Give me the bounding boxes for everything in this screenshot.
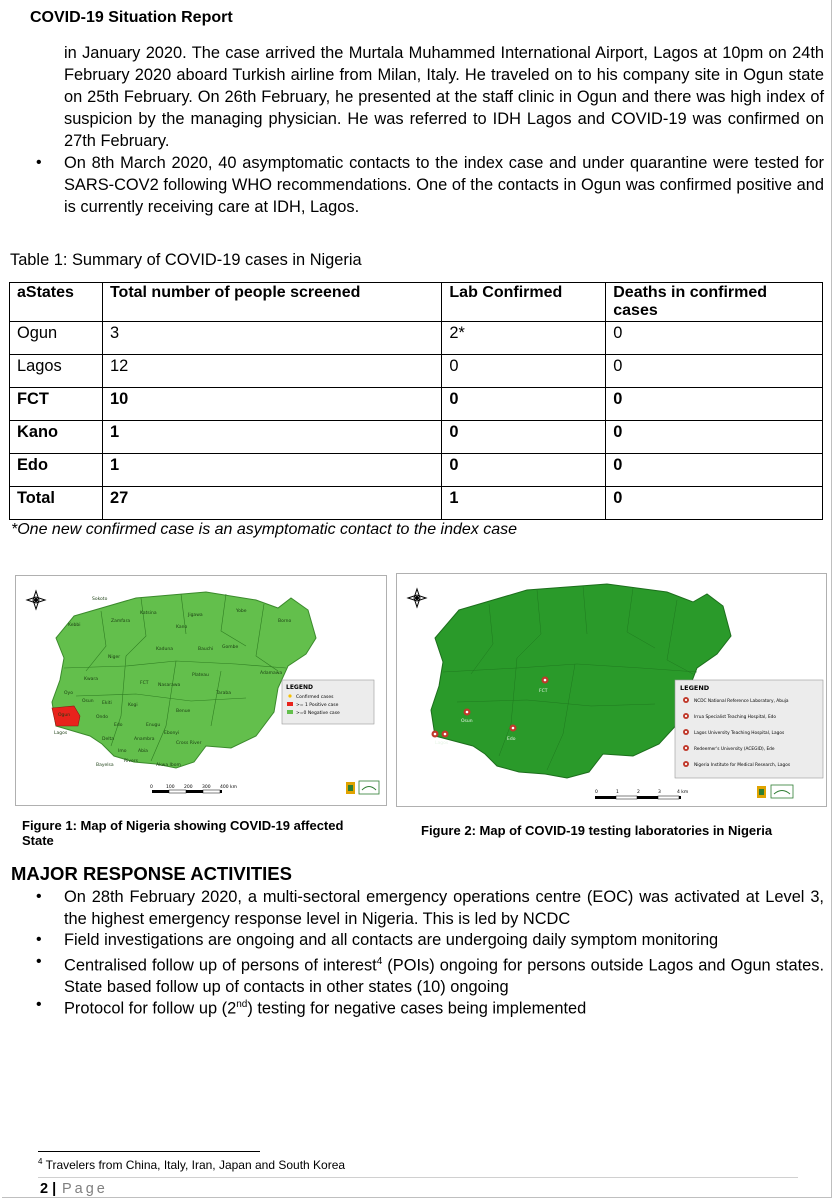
cell-screened: 10 <box>102 388 441 421</box>
state-label: Edo <box>114 723 123 728</box>
negative-swatch <box>287 710 293 714</box>
cell-state: Edo <box>10 454 103 487</box>
cell-state: FCT <box>10 388 103 421</box>
intro-paragraph: in January 2020. The case arrived the Murtala Muhammed International Airport, Lagos at 10pm on 24th February 2020 aboard Turkish airline from Milan, Italy. He traveled on to his company site in Ogun state on 25th February. On 26th February, he presented at the staff clinic in Ogun and there was high index of suspicion by the managing physician. He was referred to IDH Lagos and COVID-19 was confirmed on 27th February. <box>64 44 824 150</box>
scale-label: 100 <box>166 785 175 790</box>
cell-deaths: 0 <box>606 355 823 388</box>
state-label: Plateau <box>192 673 209 678</box>
state-label: Osun <box>82 699 94 704</box>
coat-of-arms-icon <box>757 786 766 798</box>
map-1-scale <box>150 784 237 793</box>
table-row <box>10 454 823 487</box>
table-row <box>10 388 823 421</box>
state-label: Ekiti <box>102 701 112 706</box>
state-label: Cross River <box>176 741 202 746</box>
poi-text-pre: Centralised follow up of persons of interest <box>64 956 377 975</box>
page-separator: | <box>52 1181 57 1197</box>
cell-screened: 1 <box>102 421 441 454</box>
state-label: Bauchi <box>198 647 214 652</box>
pin-label: Lagos <box>435 741 449 746</box>
bullet-dot: • <box>36 931 42 948</box>
protocol-text-pre: Protocol for follow up (2 <box>64 999 237 1018</box>
response-bullet <box>36 994 824 1019</box>
state-label: FCT <box>140 681 149 686</box>
scale-label: 4 km <box>677 790 689 795</box>
lab-pin-icon <box>542 677 549 684</box>
state-label: Oyo <box>64 691 73 696</box>
bullet-dot: • <box>36 996 42 1013</box>
table-row <box>10 355 823 388</box>
legend-pin-icon <box>683 729 689 735</box>
lab-pin-icon <box>510 725 517 732</box>
lab-pin-icon <box>464 709 471 716</box>
legend-item: Confirmed cases <box>296 695 334 700</box>
page-number <box>40 1181 56 1197</box>
response-bullet-text: On 28th February 2020, a multi-sectoral emergency operations centre (EOC) was activated at Level 3, the highest emergency response level in Nigeria. This is led by NCDC <box>64 888 824 928</box>
page-number-value: 2 <box>40 1181 49 1197</box>
footnote-divider <box>38 1151 260 1152</box>
cell-screened: 12 <box>102 355 441 388</box>
state-label: Ebonyi <box>164 731 180 736</box>
pin-label: Edo <box>507 737 516 742</box>
state-label: Kwara <box>84 677 98 682</box>
map-2-legend <box>675 680 823 778</box>
state-label: Anambra <box>134 737 155 742</box>
pin-label: FCT <box>539 689 548 694</box>
ordinal-sup: nd <box>236 999 248 1010</box>
response-bullet <box>36 886 824 930</box>
bullet-dot: • <box>36 154 42 171</box>
map-testing-labs <box>396 573 827 807</box>
state-label: Ogun <box>58 713 71 718</box>
bullet-dot: • <box>36 953 42 970</box>
ncdc-logo-icon <box>359 781 379 794</box>
footnote-ref: 4 <box>376 956 383 967</box>
scale-label: 300 <box>202 785 211 790</box>
cell-confirmed: 0 <box>442 421 606 454</box>
state-label: Kaduna <box>156 647 173 652</box>
cell-deaths: 0 <box>606 322 823 355</box>
bullet-dot: • <box>36 888 42 905</box>
legend-item: >=0 Negative case <box>296 711 340 716</box>
legend-pin-icon <box>683 745 689 751</box>
state-label: Gombe <box>222 645 239 650</box>
state-label: Kogi <box>128 703 138 708</box>
response-bullet-text: Field investigations are ongoing and all contacts are undergoing daily symptom monitoring <box>64 931 719 949</box>
legend-title: LEGEND <box>286 684 313 691</box>
legend-pin-icon <box>683 761 689 767</box>
state-label: Bayelsa <box>96 763 114 768</box>
state-label: Kebbi <box>68 623 81 628</box>
cell-deaths: 0 <box>606 454 823 487</box>
compass-icon <box>408 589 426 607</box>
scale-label: 3 <box>658 790 661 795</box>
cell-screened: 27 <box>102 487 441 520</box>
cell-state: Lagos <box>10 355 103 388</box>
scale-label: 2 <box>637 790 640 795</box>
cell-confirmed: 0 <box>442 454 606 487</box>
state-label: Delta <box>102 737 115 742</box>
scale-label: 0 <box>150 785 153 790</box>
intro-bullet-text: On 8th March 2020, 40 asymptomatic contacts to the index case and under quarantine were tested for SARS-COV2 following WHO recommendations. One of the contacts in Ogun was confirmed positive and is currently receiving care at IDH, Lagos. <box>64 154 824 216</box>
lab-pin-icon <box>442 731 449 738</box>
poi-text-post: (POIs) ongoing for persons outside Lagos and Ogun states. State based follow up of contacts in other states (10) ongoing <box>64 956 824 997</box>
response-bullet <box>36 929 824 951</box>
cell-deaths: 0 <box>606 388 823 421</box>
table-row <box>10 322 823 355</box>
section-title: MAJOR RESPONSE ACTIVITIES <box>11 863 292 884</box>
positive-swatch <box>287 702 293 706</box>
state-label: Rivers <box>124 759 139 764</box>
state-label: Benue <box>176 709 191 714</box>
state-label: Zamfara <box>111 619 131 624</box>
map-1-legend <box>282 680 374 724</box>
state-label: Niger <box>108 655 121 660</box>
legend-pin-icon <box>683 713 689 719</box>
cell-state: Total <box>10 487 103 520</box>
table-header-row <box>10 283 823 322</box>
response-bullet <box>36 951 824 998</box>
map-2-svg <box>397 574 826 806</box>
page-label: Page <box>62 1181 108 1197</box>
intro-bullet <box>36 152 824 218</box>
table-footnote: *One new confirmed case is an asymptomatic contact to the index case <box>11 521 518 538</box>
state-label: Nasarawa <box>158 683 181 688</box>
map-covid-affected <box>15 575 387 806</box>
header-deaths: Deaths in confirmed cases <box>606 283 823 322</box>
table-caption: Table 1: Summary of COVID-19 cases in Nigeria <box>10 251 362 269</box>
cell-screened: 1 <box>102 454 441 487</box>
map-2-scale <box>595 789 688 799</box>
cell-confirmed: 1 <box>442 487 606 520</box>
state-label: Abia <box>138 749 148 754</box>
coat-of-arms-icon <box>346 782 355 794</box>
ncdc-logo-icon <box>771 785 793 798</box>
report-header: COVID-19 Situation Report <box>30 9 233 26</box>
lab-pin-icon <box>432 731 439 738</box>
state-label: Ondo <box>96 715 109 720</box>
state-label: Enugu <box>146 723 161 728</box>
confirmed-case-icon <box>288 694 291 697</box>
header-screened: Total number of people screened <box>102 283 441 322</box>
scale-label: 1 <box>616 790 619 795</box>
legend-item: Redeemer's University (ACEGID), Ede <box>694 747 775 752</box>
state-label: Sokoto <box>92 597 108 602</box>
state-label: Katsina <box>140 611 157 616</box>
cell-state: Kano <box>10 421 103 454</box>
legend-pin-icon <box>683 697 689 703</box>
map-1-svg <box>16 576 386 805</box>
cell-deaths: 0 <box>606 421 823 454</box>
scale-label: 200 <box>184 785 193 790</box>
summary-table <box>9 282 823 520</box>
cell-confirmed: 0 <box>442 355 606 388</box>
table-row <box>10 421 823 454</box>
state-label: Taraba <box>216 691 231 696</box>
footnote-text: Travelers from China, Italy, Iran, Japan and South Korea <box>45 1158 346 1172</box>
cell-confirmed: 0 <box>442 388 606 421</box>
legend-item: >= 1 Positive case <box>296 703 339 708</box>
state-label: Akwa Ibom <box>156 763 181 768</box>
state-label: Yobe <box>236 609 247 614</box>
state-label: Lagos <box>54 731 68 736</box>
header-states: aStates <box>10 283 103 322</box>
figure-1-caption: Figure 1: Map of Nigeria showing COVID-19 affected State <box>22 818 344 848</box>
table-total-row <box>10 487 823 520</box>
legend-title: LEGEND <box>680 684 710 692</box>
legend-item: Lagos University Teaching Hospital, Lagos <box>694 731 785 736</box>
header-confirmed: Lab Confirmed <box>442 283 606 322</box>
footnote <box>38 1157 345 1172</box>
legend-item: Nigeria Institute for Medical Research, Lagos <box>694 763 791 768</box>
state-label: Adamawa <box>260 671 283 676</box>
figure-2-caption: Figure 2: Map of COVID-19 testing laboratories in Nigeria <box>421 823 773 838</box>
state-label: Kano <box>176 625 188 630</box>
footnote-number: 4 <box>38 1157 43 1166</box>
scale-label: 400 km <box>220 785 238 790</box>
footer-divider <box>38 1177 798 1178</box>
state-label: Jigawa <box>188 613 203 618</box>
cell-screened: 3 <box>102 322 441 355</box>
state-label: Imo <box>118 749 127 754</box>
cell-deaths: 0 <box>606 487 823 520</box>
legend-item: Irrua Specialist Teaching Hospital, Edo <box>694 715 777 720</box>
scale-label: 0 <box>595 790 598 795</box>
pin-label: Osun <box>461 719 473 724</box>
state-label: Borno <box>278 619 292 624</box>
compass-icon <box>27 591 45 609</box>
protocol-text-post: ) testing for negative cases being implemented <box>247 999 587 1018</box>
cell-confirmed: 2* <box>442 322 606 355</box>
legend-item: NCDC National Reference Laboratory, Abuja <box>694 699 789 704</box>
cell-state: Ogun <box>10 322 103 355</box>
